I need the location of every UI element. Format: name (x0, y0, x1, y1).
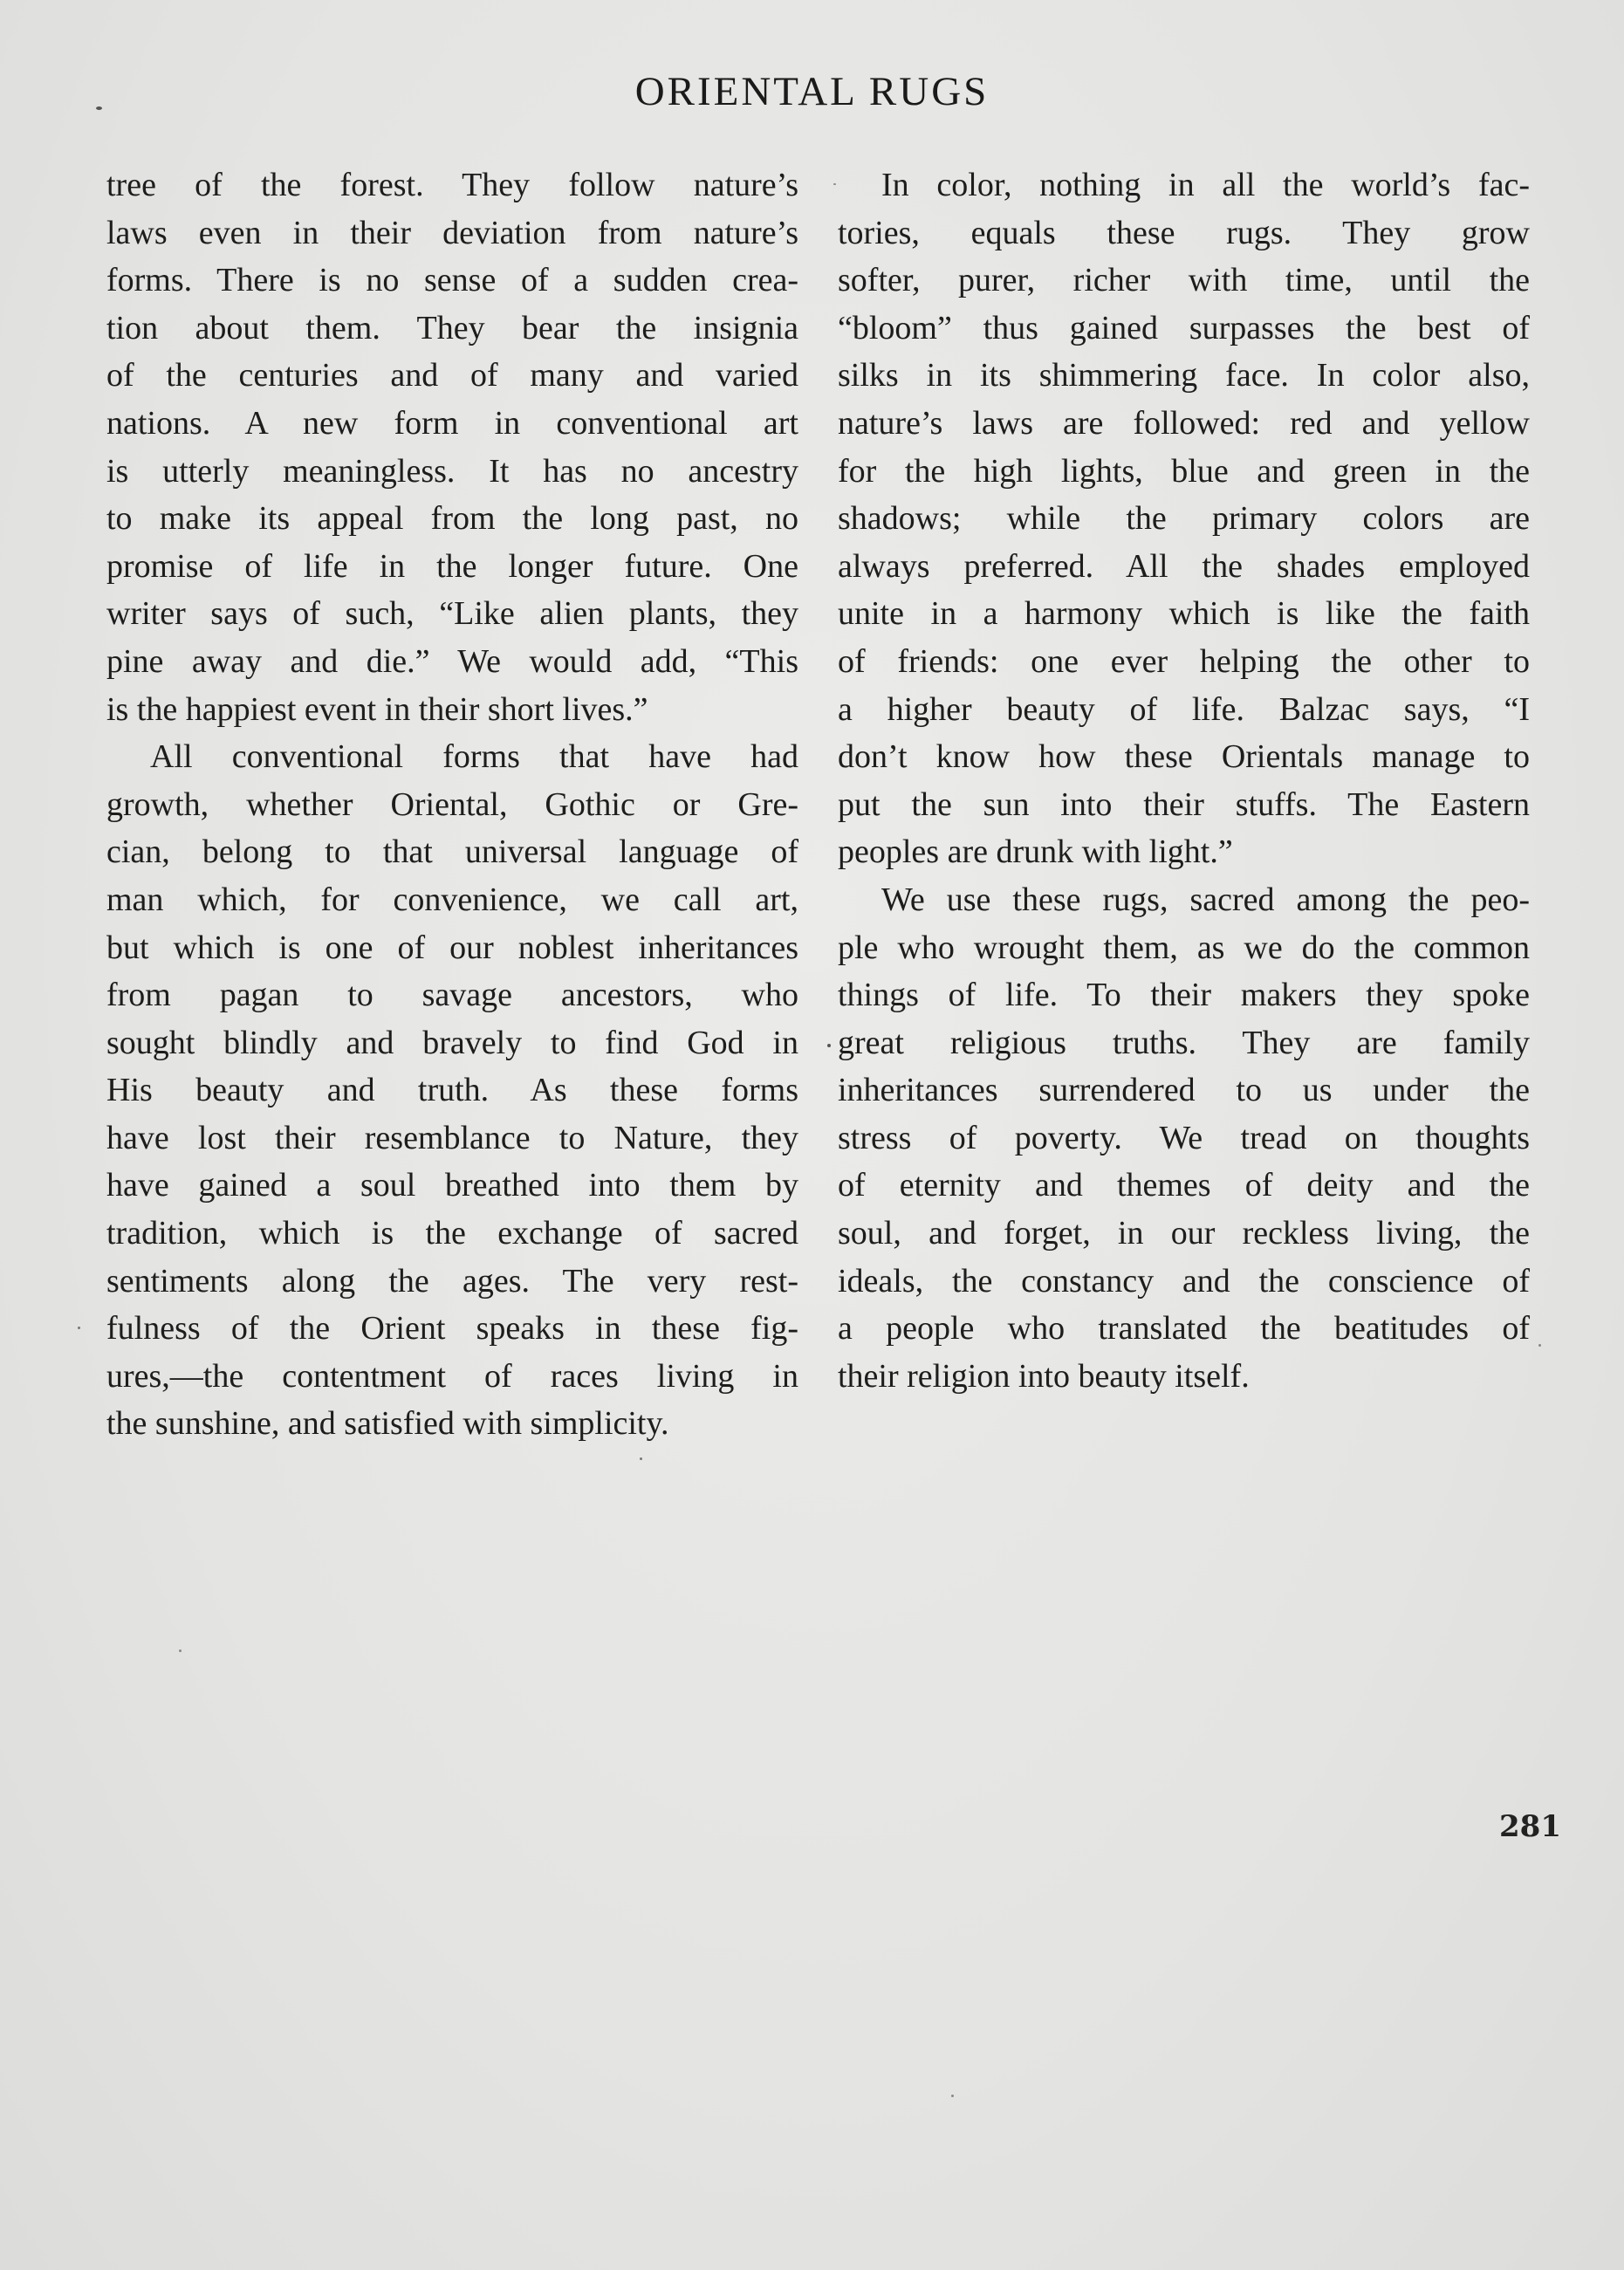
text-line: man which, for convenience, we call art, (106, 881, 798, 918)
text-line: for the high lights, blue and green in the (838, 452, 1530, 490)
text-line: writer says of such, “Like alien plants, they (106, 595, 798, 633)
text-line: ures,—the contentment of races living in (106, 1357, 798, 1395)
paragraph (838, 161, 1530, 876)
text-line: a people who translated the beatitudes of (838, 1310, 1530, 1348)
scan-speck (640, 1457, 642, 1460)
text-line: promise of life in the longer future. One (106, 547, 798, 585)
text-line: pine away and die.” We would add, “This (106, 642, 798, 680)
running-head: ORIENTAL RUGS (634, 69, 990, 114)
text-line: sentiments along the ages. The very rest- (106, 1262, 798, 1300)
text-line: “bloom” thus gained surpasses the best of (838, 309, 1530, 346)
text-line: ple who wrought them, as we do the common (838, 929, 1530, 966)
text-line: silks in its shimmering face. In color also, (838, 357, 1530, 394)
scan-speck (833, 183, 836, 185)
right-column (838, 161, 1530, 1400)
text-line: forms. There is no sense of a sudden crea- (106, 262, 798, 299)
text-line: tion about them. They bear the insignia (106, 309, 798, 346)
text-line: of friends: one ever helping the other to (838, 642, 1530, 680)
scan-speck (78, 1327, 80, 1329)
text-line: put the sun into their stuffs. The Eastern (838, 785, 1530, 823)
text-line: fulness of the Orient speaks in these fig- (106, 1310, 798, 1348)
text-line: softer, purer, richer with time, until the (838, 262, 1530, 299)
text-line: shadows; while the primary colors are (838, 500, 1530, 538)
text-line: tradition, which is the exchange of sacred (106, 1215, 798, 1252)
text-line: things of life. To their makers they spoke (838, 977, 1530, 1014)
paragraph (106, 733, 798, 1448)
scan-speck (96, 106, 102, 110)
text-line: cian, belong to that universal language of (106, 833, 798, 871)
text-line: soul, and forget, in our reckless living, the (838, 1215, 1530, 1252)
text-line: His beauty and truth. As these forms (106, 1072, 798, 1109)
text-line: but which is one of our noblest inheritances (106, 929, 798, 966)
text-line: their religion into beauty itself. (838, 1357, 1250, 1395)
text-line: is utterly meaningless. It has no ancestry (106, 452, 798, 490)
text-line: stress of poverty. We tread on thoughts (838, 1119, 1530, 1156)
text-line: In color, nothing in all the world’s fac- (881, 167, 1530, 203)
scan-speck (951, 2095, 954, 2097)
text-line: ideals, the constancy and the conscience of (838, 1262, 1530, 1300)
text-line: growth, whether Oriental, Gothic or Gre- (106, 785, 798, 823)
text-line: We use these rugs, sacred among the peo- (881, 881, 1530, 918)
text-line: inheritances surrendered to us under the (838, 1072, 1530, 1109)
text-line: tree of the forest. They follow nature’s (106, 167, 798, 203)
text-line: the sunshine, and satisfied with simplicity. (106, 1405, 669, 1443)
text-line: laws even in their deviation from nature’s (106, 214, 798, 251)
page-number: 281 (1499, 1809, 1561, 1844)
paragraph (106, 161, 798, 733)
text-line: nations. A new form in conventional art (106, 404, 798, 442)
text-line: unite in a harmony which is like the faith (838, 595, 1530, 633)
text-line: a higher beauty of life. Balzac says, “I (838, 690, 1530, 728)
text-line: of the centuries and of many and varied (106, 357, 798, 394)
text-line: great religious truths. They are family (838, 1024, 1530, 1061)
paragraph (838, 876, 1530, 1401)
text-line: tories, equals these rugs. They grow (838, 214, 1530, 251)
scan-speck (1538, 1344, 1541, 1347)
scan-speck (179, 1649, 182, 1652)
text-line: sought blindly and bravely to find God in (106, 1024, 798, 1061)
left-column (106, 161, 798, 1448)
text-line: have lost their resemblance to Nature, they (106, 1119, 798, 1156)
text-line: don’t know how these Orientals manage to (838, 738, 1530, 776)
text-line: from pagan to savage ancestors, who (106, 977, 798, 1014)
text-line: have gained a soul breathed into them by (106, 1167, 798, 1204)
text-line: nature’s laws are followed: red and yellow (838, 404, 1530, 442)
scan-speck (827, 1044, 831, 1047)
text-line: All conventional forms that have had (150, 738, 798, 776)
text-line: always preferred. All the shades employed (838, 547, 1530, 585)
text-line: is the happiest event in their short lives.” (106, 690, 648, 728)
text-line: peoples are drunk with light.” (838, 833, 1233, 871)
text-line: of eternity and themes of deity and the (838, 1167, 1530, 1204)
text-line: to make its appeal from the long past, no (106, 500, 798, 538)
